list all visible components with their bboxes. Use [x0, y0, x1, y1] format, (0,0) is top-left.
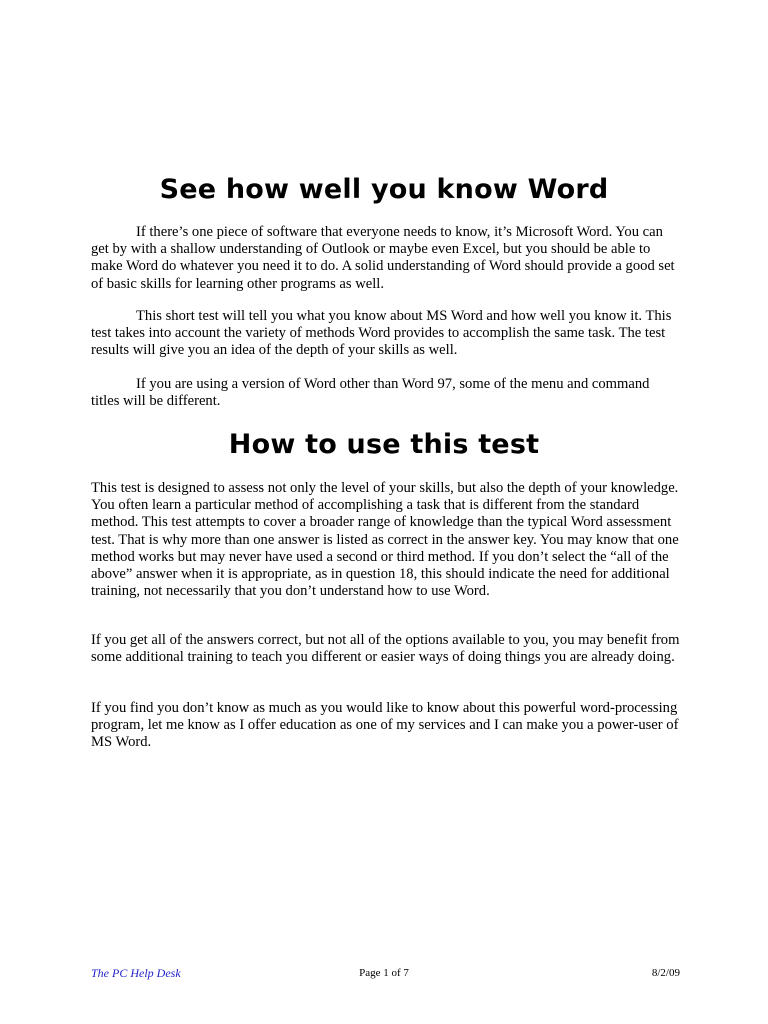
intro-paragraph: If there’s one piece of software that everyone needs to know, it’s Microsoft Word. You can get by with a shallow understanding of Outlook or maybe even Excel, but you should be able to make Word do whatever you need it to do. A solid understanding of Word should provide a good set of basic skills for learning other programs as well. — [91, 224, 675, 292]
footer-brand: The PC Help Desk — [91, 966, 181, 980]
usage-paragraph: If you find you don’t know as much as you would like to know about this powerful word-processing program, let me know as I offer education as one of my services and I can make you a power-user of MS Word. — [91, 700, 679, 751]
section-heading: How to use this test — [228, 429, 540, 460]
footer-page-number: Page 1 of 7 — [359, 967, 409, 979]
intro-paragraph: If you are using a version of Word other than Word 97, some of the menu and command titles will be different. — [91, 376, 650, 410]
footer-date: 8/2/09 — [651, 967, 680, 979]
usage-paragraph: This test is designed to assess not only the level of your skills, but also the depth of your knowledge. You often learn a particular method of accomplishing a task that is different from the standard method. This test attempts to cover a broader range of knowledge than the typical Word assessment test. That is why more than one answer is listed as correct in the answer key. You may know that one method works but may never have used a second or third method. If you don’t select the “all of the above” answer when it is appropriate, as in question 18, this should indicate the need for additional training, not necessarily that you don’t understand how to use Word. — [91, 480, 679, 600]
page-title: See how well you know Word — [159, 174, 609, 205]
intro-paragraph: This short test will tell you what you know about MS Word and how well you know it. This test takes into account the variety of methods Word provides to accomplish the same task. The test results will give you an idea of the depth of your skills as well. — [91, 308, 672, 359]
usage-paragraph: If you get all of the answers correct, but not all of the options available to you, you may benefit from some additional training to teach you different or easier ways of doing things you are already doing. — [91, 632, 680, 666]
